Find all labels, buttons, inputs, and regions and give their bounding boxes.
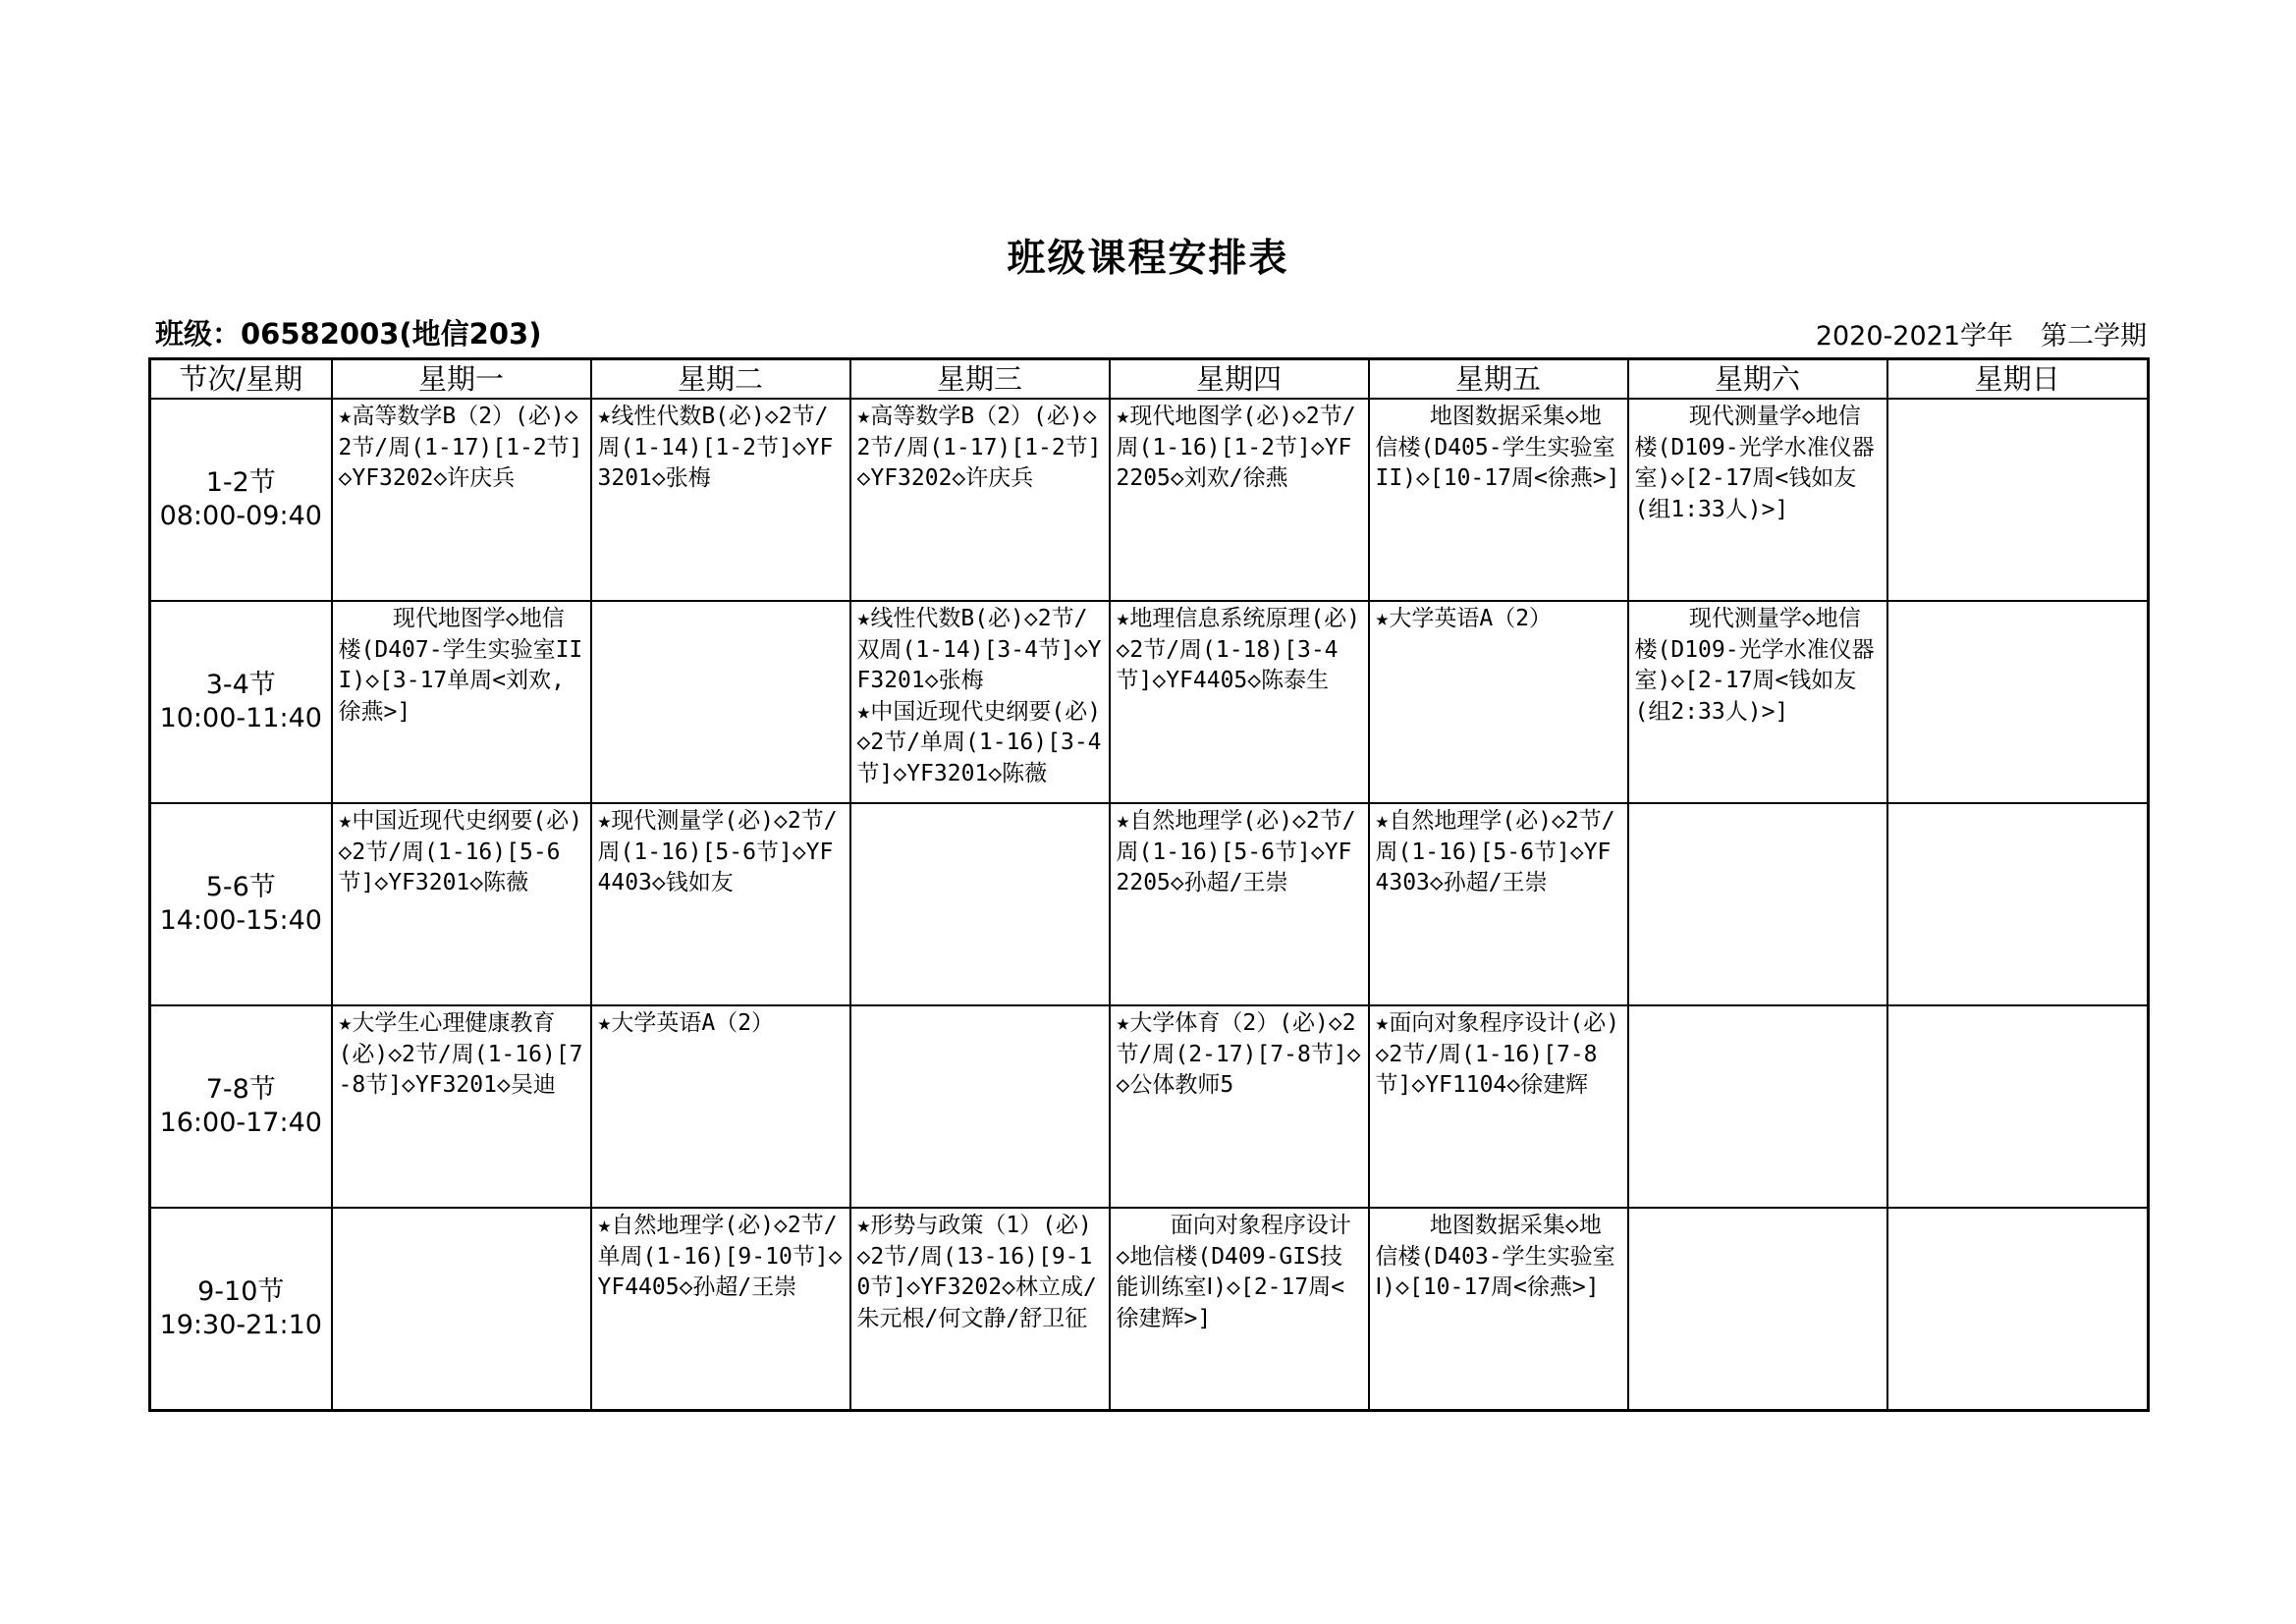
header-sunday: 星期日 (1887, 359, 2149, 400)
slot-name: 3-4节 (205, 670, 276, 700)
page-title: 班级课程安排表 (1007, 237, 1289, 281)
course-text (851, 804, 1109, 806)
course-cell (332, 601, 591, 803)
course-text: ★高等数学B（2）(必)◇2节/周(1-17)[1-2节]◇YF3202◇许庆兵 (856, 404, 1102, 491)
course-text: ★大学体育（2）(必)◇2节/周(2-17)[7-8节]◇◇公体教师5 (1116, 1010, 1361, 1098)
course-text (1629, 1209, 1886, 1211)
course-cell (591, 601, 850, 803)
course-cell (1369, 399, 1628, 601)
course-cell (1110, 1005, 1369, 1208)
course-cell (1887, 399, 2149, 601)
slot-time: 19:30-21:10 (159, 1310, 322, 1340)
course-text (1888, 1209, 2148, 1211)
course-text: ★大学英语A（2） (597, 1010, 775, 1036)
header-tuesday: 星期二 (591, 359, 850, 400)
course-text: ★自然地理学(必)◇2节/周(1-16)[5-6节]◇YF4303◇孙超/王崇 (1375, 808, 1615, 895)
header-slot-day: 节次/星期 (150, 359, 332, 400)
course-text: 现代测量学◇地信楼(D109-光学水准仪器室)◇[2-17周<钱如友(组2:33人)>] (1634, 606, 1875, 725)
slot-name: 9-10节 (197, 1276, 285, 1307)
course-text: ★大学生心理健康教育(必)◇2节/周(1-16)[7-8节]◇YF3201◇吴迪 (338, 1010, 583, 1098)
course-text (1888, 400, 2148, 402)
course-text: 地图数据采集◇地信楼(D403-学生实验室Ⅰ)◇[10-17周<徐燕>] (1375, 1213, 1615, 1300)
slot-name: 7-8节 (205, 1074, 276, 1105)
header-row (150, 359, 2149, 400)
course-cell (850, 399, 1110, 601)
course-cell (1887, 803, 2149, 1005)
course-cell (850, 601, 1110, 803)
course-text: 地图数据采集◇地信楼(D405-学生实验室II)◇[10-17周<徐燕>] (1375, 404, 1620, 491)
course-cell (1369, 1208, 1628, 1411)
slot-cell (150, 1208, 332, 1411)
course-text (1888, 602, 2148, 604)
course-text: ★自然地理学(必)◇2节/周(1-16)[5-6节]◇YF2205◇孙超/王崇 (1116, 808, 1356, 895)
header-wednesday: 星期三 (850, 359, 1110, 400)
slot-time: 08:00-09:40 (159, 501, 322, 531)
header-thursday: 星期四 (1110, 359, 1369, 400)
table-row (150, 1005, 2149, 1208)
course-cell (1628, 399, 1887, 601)
semester: 第二学期 (2041, 321, 2147, 352)
course-cell (332, 399, 591, 601)
course-text (851, 1006, 1109, 1008)
course-cell (1887, 601, 2149, 803)
course-cell (1110, 1208, 1369, 1411)
course-text: ★高等数学B（2）(必)◇2节/周(1-17)[1-2节]◇YF3202◇许庆兵 (338, 404, 583, 491)
course-cell (1110, 803, 1369, 1005)
slot-cell (150, 601, 332, 803)
slot-name: 1-2节 (205, 467, 276, 498)
course-text (1629, 804, 1886, 806)
course-text: 现代地图学◇地信楼(D407-学生实验室III)◇[3-17单周<刘欢,徐燕>] (338, 606, 583, 725)
course-cell (591, 1208, 850, 1411)
course-cell (850, 1208, 1110, 1411)
course-text: ★中国近现代史纲要(必)◇2节/周(1-16)[5-6节]◇YF3201◇陈薇 (338, 808, 583, 895)
slot-time: 16:00-17:40 (159, 1108, 322, 1138)
course-cell (1369, 1005, 1628, 1208)
course-text: ★现代测量学(必)◇2节/周(1-16)[5-6节]◇YF4403◇钱如友 (597, 808, 838, 895)
course-cell (591, 803, 850, 1005)
course-text: ★地理信息系统原理(必)◇2节/周(1-18)[3-4节]◇YF4405◇陈泰生 (1116, 606, 1361, 693)
course-text: ★形势与政策（1）(必)◇2节/周(13-16)[9-10节]◇YF3202◇林立成/朱元根/何文静/舒卫征 (856, 1213, 1097, 1331)
course-cell (1628, 1005, 1887, 1208)
course-cell (332, 803, 591, 1005)
course-text (1629, 1006, 1886, 1008)
course-text: 面向对象程序设计◇地信楼(D409-GIS技能训练室Ⅰ)◇[2-17周<徐建辉>] (1116, 1213, 1351, 1331)
table-row (150, 1208, 2149, 1411)
course-text: 现代测量学◇地信楼(D109-光学水准仪器室)◇[2-17周<钱如友(组1:33人)>] (1634, 404, 1875, 522)
course-cell (850, 803, 1110, 1005)
table-row (150, 803, 2149, 1005)
course-text: ★自然地理学(必)◇2节/单周(1-16)[9-10节]◇YF4405◇孙超/王崇 (597, 1213, 843, 1300)
table-row (150, 399, 2149, 601)
course-text: ★线性代数B(必)◇2节/周(1-14)[1-2节]◇YF3201◇张梅 (597, 404, 834, 491)
course-cell (1628, 1208, 1887, 1411)
slot-time: 14:00-15:40 (159, 905, 322, 936)
course-cell (1110, 399, 1369, 601)
course-cell (1887, 1208, 2149, 1411)
course-text (333, 1209, 590, 1211)
header-friday: 星期五 (1369, 359, 1628, 400)
slot-time: 10:00-11:40 (159, 703, 322, 733)
course-text (1888, 1006, 2148, 1008)
course-text: ★面向对象程序设计(必)◇2节/周(1-16)[7-8节]◇YF1104◇徐建辉 (1375, 1010, 1620, 1098)
term-info (1816, 314, 2147, 352)
course-cell (591, 1005, 850, 1208)
schedule-table (148, 357, 2150, 1412)
slot-cell (150, 803, 332, 1005)
course-cell (1369, 803, 1628, 1005)
slot-cell (150, 1005, 332, 1208)
course-cell (1887, 1005, 2149, 1208)
course-cell (850, 1005, 1110, 1208)
course-cell (1628, 803, 1887, 1005)
course-text: ★线性代数B(必)◇2节/双周(1-14)[3-4节]◇YF3201◇张梅 ★中国近现代史纲要(必)◇2节/单周(1-16)[3-4节]◇YF3201◇陈薇 (856, 606, 1102, 786)
slot-cell (150, 399, 332, 601)
academic-year: 2020-2021学年 (1815, 321, 2013, 352)
course-text: ★现代地图学(必)◇2节/周(1-16)[1-2节]◇YF2205◇刘欢/徐燕 (1116, 404, 1356, 491)
course-cell (1110, 601, 1369, 803)
course-text (1888, 804, 2148, 806)
class-info: 班级：06582003(地信203) (155, 317, 542, 351)
header-saturday: 星期六 (1628, 359, 1887, 400)
course-text (592, 602, 849, 604)
course-text: ★大学英语A（2） (1375, 606, 1553, 631)
course-cell (1628, 601, 1887, 803)
table-row (150, 601, 2149, 803)
slot-name: 5-6节 (205, 872, 276, 902)
course-cell (332, 1208, 591, 1411)
header-monday: 星期一 (332, 359, 591, 400)
course-cell (591, 399, 850, 601)
course-cell (332, 1005, 591, 1208)
course-cell (1369, 601, 1628, 803)
